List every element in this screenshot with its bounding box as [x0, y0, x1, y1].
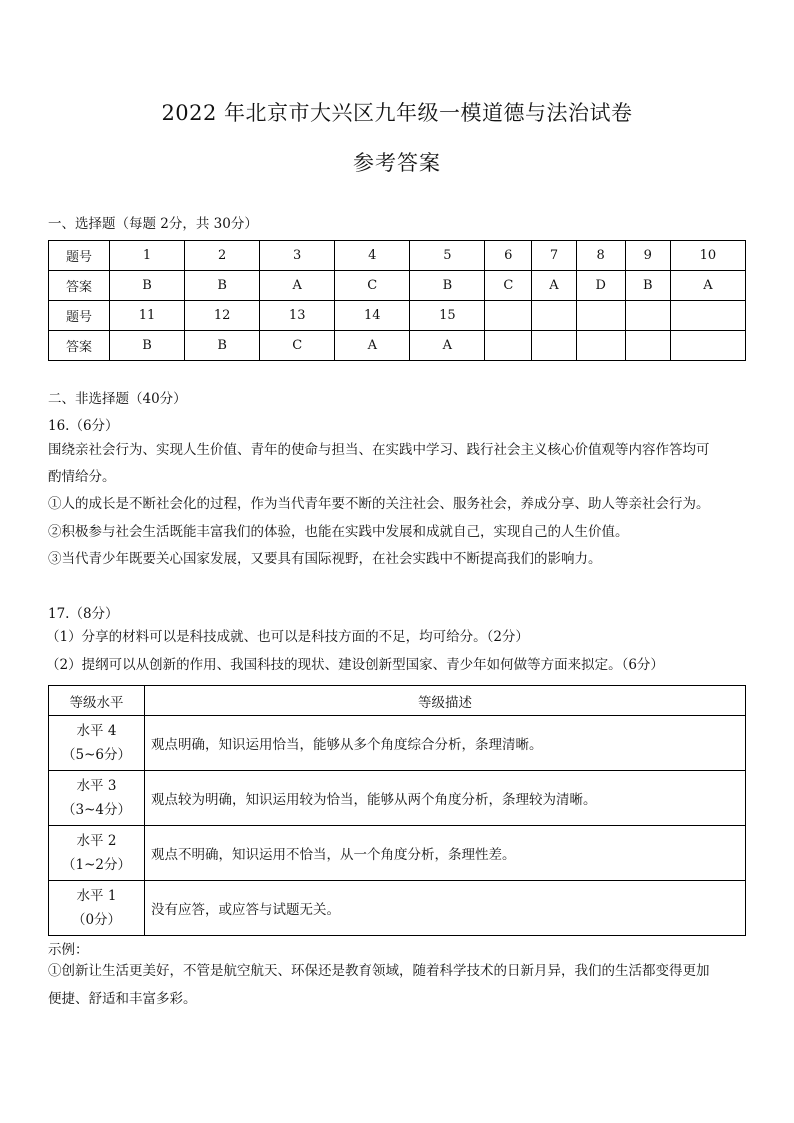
table-cell — [625, 331, 670, 361]
level-cell — [49, 771, 145, 826]
q16-point-3: ③当代青少年既要关心国家发展，又要具有国际视野，在社会实践中不断提高我们的影响力。 — [48, 551, 602, 567]
level-cell — [49, 716, 145, 771]
table-cell: B — [625, 271, 670, 301]
table-cell — [625, 301, 670, 331]
page-subtitle: 参考答案 — [353, 151, 441, 175]
level-name: 水平 4 — [76, 723, 117, 739]
table-cell: 10 — [670, 241, 745, 271]
table-cell: 2 — [185, 241, 260, 271]
table-cell — [576, 331, 625, 361]
table-cell: 14 — [335, 301, 410, 331]
table-row — [49, 241, 746, 271]
table-cell: 9 — [625, 241, 670, 271]
level-score: （3~4分） — [62, 802, 131, 818]
column-header: 等级描述 — [145, 686, 746, 716]
level-description: 观点较为明确，知识运用较为恰当，能够从两个角度分析，条理较为清晰。 — [145, 771, 746, 826]
section1-heading: 一、选择题（每题 2分，共 30分） — [48, 216, 258, 232]
level-name: 水平 2 — [76, 833, 117, 849]
table-row — [49, 826, 746, 881]
level-cell — [49, 826, 145, 881]
table-row — [49, 771, 746, 826]
table-cell: A — [670, 271, 745, 301]
table-cell: B — [185, 331, 260, 361]
table-cell: 答案 — [49, 271, 110, 301]
example-line1: ①创新让生活更美好，不管是航空航天、环保还是教育领域，随着科学技术的日新月异，我们的生活都变得更加 — [48, 963, 710, 979]
table-cell: 11 — [110, 301, 185, 331]
level-description: 观点不明确，知识运用不恰当，从一个角度分析，条理性差。 — [145, 826, 746, 881]
table-cell: 13 — [260, 301, 335, 331]
q16-label: 16.（6分） — [48, 418, 119, 434]
table-cell: 1 — [110, 241, 185, 271]
table-row — [49, 881, 746, 936]
level-score: （5~6分） — [62, 747, 131, 763]
q17-part1: （1）分享的材料可以是科技成就、也可以是科技方面的不足，均可给分。（2分） — [46, 629, 529, 645]
table-cell — [532, 331, 576, 361]
table-cell — [485, 301, 532, 331]
table-cell: B — [185, 271, 260, 301]
table-row — [49, 331, 746, 361]
table-row — [49, 301, 746, 331]
table-cell: B — [110, 271, 185, 301]
page-title: 2022 年北京市大兴区九年级一模道德与法治试卷 — [161, 101, 633, 125]
q17-part2: （2）提纲可以从创新的作用、我国科技的现状、建设创新型国家、青少年如何做等方面来拟定。（6分） — [46, 657, 664, 673]
q16-point-2: ②积极参与社会生活既能丰富我们的体验，也能在实践中发展和成就自己，实现自己的人生价值。 — [48, 524, 629, 540]
table-cell: C — [485, 271, 532, 301]
q16-point-1: ①人的成长是不断社会化的过程，作为当代青年要不断的关注社会、服务社会，养成分享、助人等亲社会行为。 — [48, 496, 710, 512]
grading-level-table — [48, 685, 746, 936]
table-cell: A — [335, 331, 410, 361]
level-name: 水平 1 — [76, 888, 117, 904]
table-header-row — [49, 686, 746, 716]
table-cell: A — [260, 271, 335, 301]
table-cell: 答案 — [49, 331, 110, 361]
q16-intro-line1: 围绕亲社会行为、实现人生价值、青年的使命与担当、在实践中学习、践行社会主义核心价值观等内容作答均可 — [48, 442, 710, 458]
table-cell — [670, 301, 745, 331]
level-description: 观点明确，知识运用恰当，能够从多个角度综合分析，条理清晰。 — [145, 716, 746, 771]
level-description: 没有应答，或应答与试题无关。 — [145, 881, 746, 936]
table-cell: 3 — [260, 241, 335, 271]
table-cell: B — [410, 271, 485, 301]
table-cell: 12 — [185, 301, 260, 331]
example-line2: 便捷、舒适和丰富多彩。 — [48, 991, 197, 1007]
table-cell: 题号 — [49, 301, 110, 331]
table-cell: C — [260, 331, 335, 361]
table-cell — [670, 331, 745, 361]
q16-intro-line2: 酌情给分。 — [48, 469, 116, 485]
level-score: （0分） — [71, 912, 122, 928]
q17-label: 17.（8分） — [48, 606, 119, 622]
table-cell: 4 — [335, 241, 410, 271]
table-cell — [576, 301, 625, 331]
example-label: 示例： — [48, 942, 89, 958]
table-cell: 8 — [576, 241, 625, 271]
level-score: （1~2分） — [62, 857, 131, 873]
table-row — [49, 716, 746, 771]
table-cell: 7 — [532, 241, 576, 271]
table-cell: A — [532, 271, 576, 301]
table-cell — [485, 331, 532, 361]
section2-heading: 二、非选择题（40分） — [48, 391, 187, 407]
table-cell: 6 — [485, 241, 532, 271]
multiple-choice-answer-table — [48, 240, 746, 361]
table-cell: A — [410, 331, 485, 361]
level-name: 水平 3 — [76, 778, 117, 794]
table-cell: 15 — [410, 301, 485, 331]
table-cell: B — [110, 331, 185, 361]
table-cell: 5 — [410, 241, 485, 271]
table-cell: C — [335, 271, 410, 301]
level-cell — [49, 881, 145, 936]
column-header: 等级水平 — [49, 686, 145, 716]
table-cell: 题号 — [49, 241, 110, 271]
table-row — [49, 271, 746, 301]
table-cell: D — [576, 271, 625, 301]
table-cell — [532, 301, 576, 331]
